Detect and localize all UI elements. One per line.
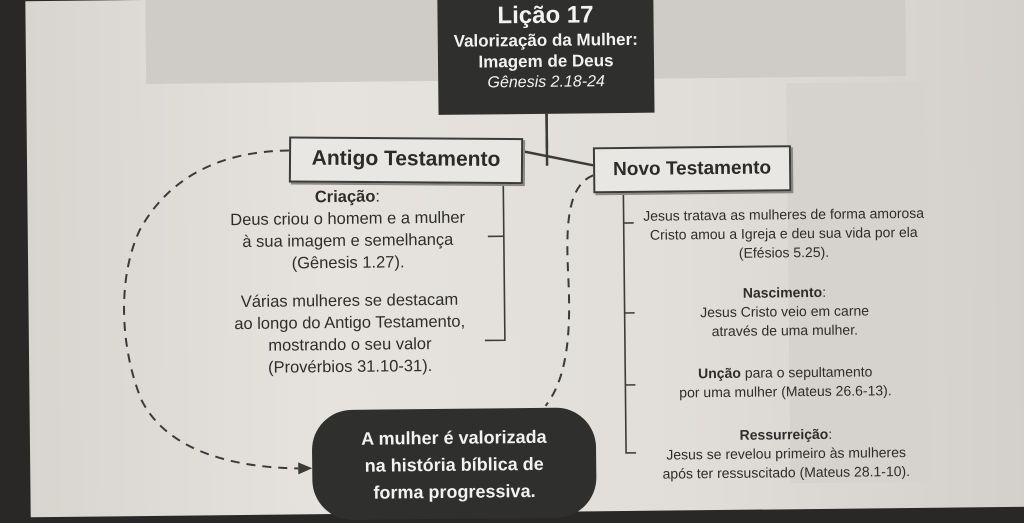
birth-line-1: Jesus Cristo veio em carne [625, 301, 945, 323]
creation-ref: (Gênesis 1.27). [208, 250, 488, 275]
birth-heading: Nascimento [743, 284, 823, 301]
book-page [25, 0, 1024, 517]
resurrection-line-1: Jesus se revelou primeiro às mulheres [626, 443, 946, 465]
birth-block [624, 282, 945, 342]
creation-line-2: à sua imagem e semelhança [208, 228, 488, 253]
anointing-heading: Unção [698, 365, 741, 381]
old-testament-tag: Antigo Testamento [289, 136, 523, 184]
lesson-reference: Gênesis 2.18-24 [438, 71, 654, 94]
resurrection-block [626, 424, 947, 484]
birth-heading-colon: : [822, 284, 826, 300]
women-ref: (Provérbios 31.10-31). [205, 354, 495, 379]
lesson-number: Lição 17 [437, 1, 653, 31]
anointing-line-1-rest: para o sepultamento [741, 363, 873, 380]
new-testament-tag: Novo Testamento [593, 145, 791, 193]
love-ref: (Efésios 5.25). [624, 242, 944, 264]
resurrection-line-2: após ter ressuscitado (Mateus 28.1-10). [626, 462, 946, 484]
conclusion-box [312, 407, 597, 520]
anointing-block [625, 362, 945, 403]
women-line-3: mostrando o seu valor [205, 332, 495, 357]
conclusion-line-2: na história bíblica de [312, 450, 596, 480]
trunk-line-lower [547, 114, 548, 166]
resurrection-heading: Ressurreição [740, 426, 829, 443]
lesson-subtitle-1: Valorização da Mulher: [438, 29, 654, 52]
creation-block [207, 184, 488, 275]
love-line-1: Jesus tratava as mulheres de forma amorosa [624, 204, 944, 226]
creation-line-1: Deus criou o homem e a mulher [208, 206, 488, 231]
arrow-head-icon [298, 462, 312, 474]
love-line-2: Cristo amou a Igreja e deu sua vida por ela [624, 223, 944, 245]
creation-heading: Criação [315, 188, 376, 207]
birth-line-2: através de uma mulher. [625, 320, 945, 342]
anointing-line-2: por uma mulher (Mateus 26.6-13). [625, 381, 945, 403]
lesson-title-box [437, 0, 654, 115]
conclusion-line-3: forma progressiva. [312, 477, 596, 507]
branch-line [517, 149, 593, 166]
women-line-1: Várias mulheres se destacam [204, 288, 494, 313]
love-block [624, 204, 945, 264]
dashed-curve-right [543, 175, 595, 406]
resurrection-heading-colon: : [828, 426, 832, 442]
lesson-subtitle-2: Imagem de Deus [438, 50, 654, 73]
women-line-2: ao longo do Antigo Testamento, [205, 310, 495, 335]
creation-heading-colon: : [375, 188, 380, 206]
creation-heading-line [207, 184, 487, 209]
women-ot-block [204, 288, 495, 379]
conclusion-line-1: A mulher é valorizada [312, 423, 596, 453]
